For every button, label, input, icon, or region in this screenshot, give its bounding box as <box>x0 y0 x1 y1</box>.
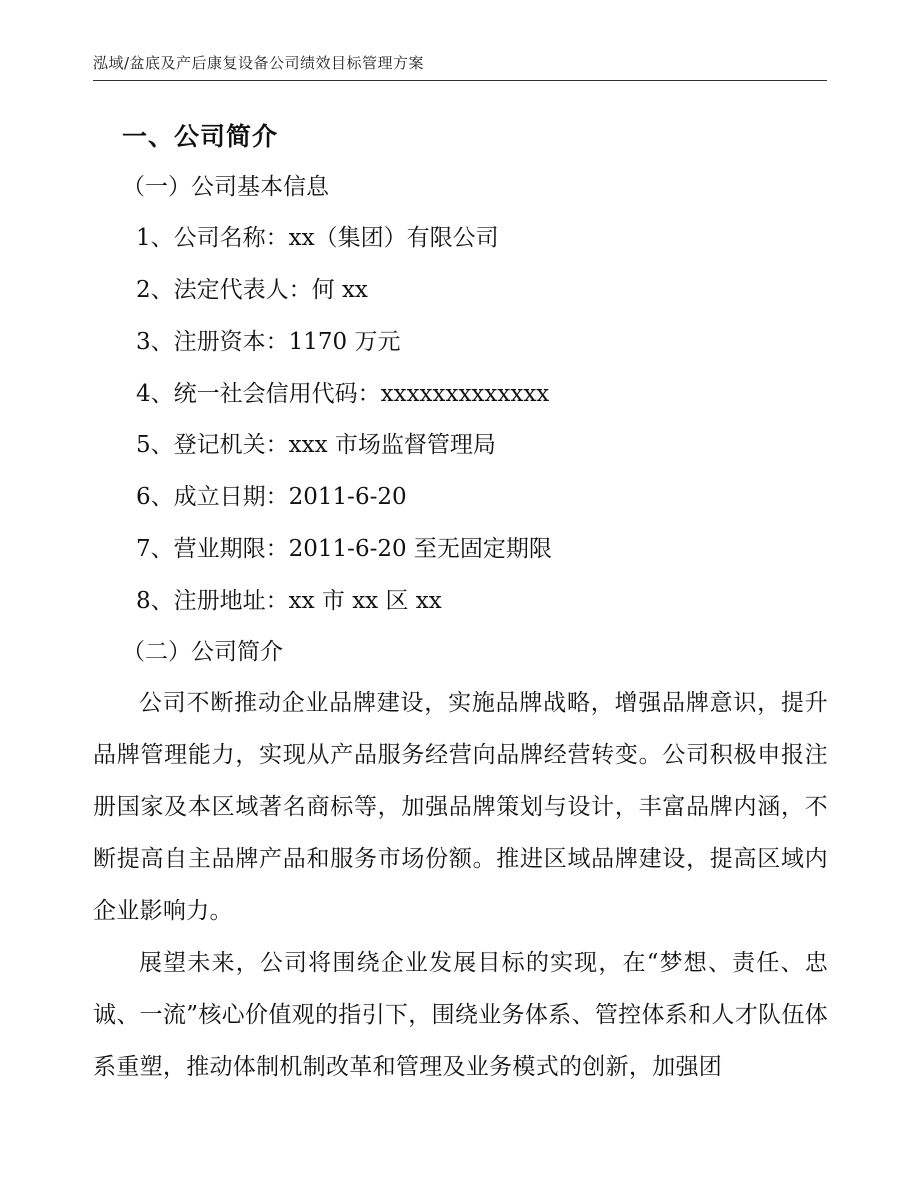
info-item-credit-code: 4、统一社会信用代码：xxxxxxxxxxxxx <box>136 381 550 407</box>
header-divider <box>93 80 827 81</box>
subsection-heading-basic-info: （一）公司基本信息 <box>122 174 329 200</box>
subsection-heading-profile: （二）公司简介 <box>122 639 283 665</box>
info-item-founding-date: 6、成立日期：2011-6-20 <box>136 484 407 510</box>
info-item-registered-capital: 3、注册资本：1170 万元 <box>136 329 401 355</box>
info-item-legal-representative: 2、法定代表人：何 xx <box>136 277 368 303</box>
info-item-registration-authority: 5、登记机关：xxx 市场监督管理局 <box>136 432 496 458</box>
document-header-title: 泓域/盆底及产后康复设备公司绩效目标管理方案 <box>93 54 425 72</box>
section-heading: 一、公司简介 <box>122 122 279 151</box>
profile-paragraph-outlook: 展望未来，公司将围绕企业发展目标的实现，在“梦想、责任、忠诚、一流”核心价值观的指引下，围绕业务体系、管控体系和人才队伍体系重塑，推动体制机制改革和管理及业务模式的创新，加强团 <box>93 950 828 1080</box>
info-item-company-name: 1、公司名称：xx（集团）有限公司 <box>136 225 499 251</box>
info-item-registered-address: 8、注册地址：xx 市 xx 区 xx <box>136 588 442 614</box>
info-item-business-term: 7、营业期限：2011-6-20 至无固定期限 <box>136 536 552 562</box>
profile-paragraph-brand: 公司不断推动企业品牌建设，实施品牌战略，增强品牌意识，提升品牌管理能力，实现从产品服务经营向品牌经营转变。公司积极申报注册国家及本区域著名商标等，加强品牌策划与设计，丰富品牌内涵，不断提高自主品牌产品和服务市场份额。推进区域品牌建设，提高区域内企业影响力。 <box>93 690 828 924</box>
